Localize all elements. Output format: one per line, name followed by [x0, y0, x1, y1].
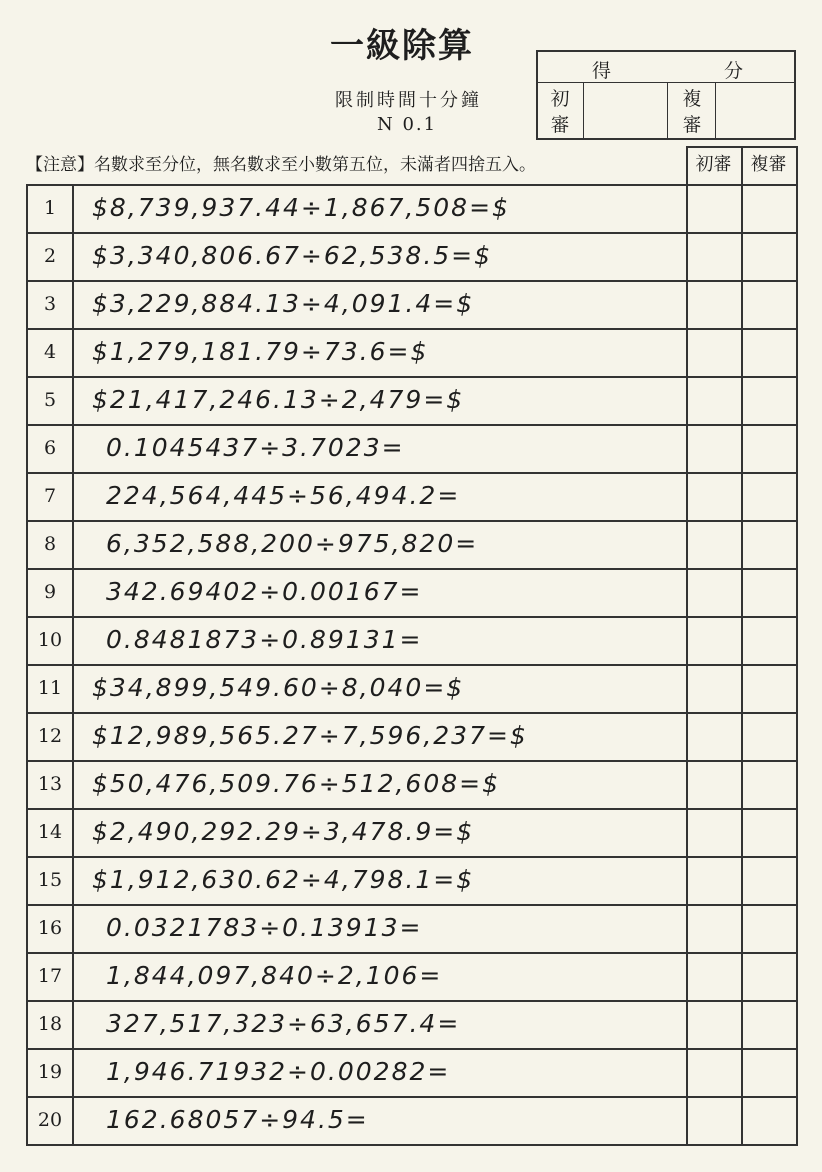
first-check-cell[interactable] [688, 1098, 741, 1143]
problem-expression: $12,989,565.27÷7,596,237=$ [92, 721, 528, 750]
first-check-cell[interactable] [688, 810, 741, 855]
table-row [26, 280, 798, 328]
problem-number: 10 [37, 629, 63, 651]
second-check-cell[interactable] [743, 906, 796, 951]
first-check-cell[interactable] [688, 234, 741, 279]
problem-expression: $3,340,806.67÷62,538.5=$ [92, 241, 493, 270]
table-row [26, 808, 798, 856]
first-check-cell[interactable] [688, 954, 741, 999]
second-check-cell[interactable] [743, 618, 796, 663]
second-check-cell[interactable] [743, 714, 796, 759]
first-check-cell[interactable] [688, 666, 741, 711]
score-label-2: 分 [724, 60, 744, 82]
table-row [26, 952, 798, 1000]
problem-expression: $3,229,884.13÷4,091.4=$ [92, 289, 475, 318]
problem-number: 1 [43, 197, 57, 219]
first-check-label-cell [538, 83, 584, 140]
problem-number: 9 [43, 581, 57, 603]
problem-expression: 327,517,323÷63,657.4= [106, 1009, 461, 1038]
problem-expression: $2,490,292.29÷3,478.9=$ [92, 817, 475, 846]
second-check-cell[interactable] [743, 282, 796, 327]
first-check-cell[interactable] [688, 426, 741, 471]
table-row [26, 712, 798, 760]
problem-expression: $8,739,937.44÷1,867,508=$ [92, 193, 510, 222]
second-check-cell[interactable] [743, 186, 796, 231]
table-row [26, 616, 798, 664]
first-check-cell[interactable] [688, 282, 741, 327]
problem-expression: 0.1045437÷3.7023= [106, 433, 405, 462]
table-row [26, 568, 798, 616]
score-box [536, 50, 796, 140]
first-check-cell[interactable] [688, 474, 741, 519]
problem-expression: 0.8481873÷0.89131= [106, 625, 423, 654]
problem-expression: 6,352,588,200÷975,820= [106, 529, 479, 558]
second-check-cell[interactable] [743, 330, 796, 375]
second-check-cell[interactable] [743, 426, 796, 471]
sheet-number: N 0.1 [377, 114, 438, 135]
second-check-cell[interactable] [743, 858, 796, 903]
problem-expression: $1,912,630.62÷4,798.1=$ [92, 865, 475, 894]
first-check-cell[interactable] [688, 714, 741, 759]
second-check-label-cell [668, 83, 716, 140]
notice-text: 【注意】名數求至分位，無名數求至小數第五位，未滿者四捨五入。 [26, 155, 536, 175]
second-check-cell[interactable] [743, 1050, 796, 1095]
second-check-cell[interactable] [743, 522, 796, 567]
time-limit-label: 限制時間十分鐘 [335, 90, 482, 111]
first-check-cell[interactable] [688, 1002, 741, 1047]
first-check-cell[interactable] [688, 522, 741, 567]
problem-number: 15 [37, 869, 63, 891]
problem-number: 18 [37, 1013, 63, 1035]
problem-number: 4 [43, 341, 57, 363]
problem-number: 2 [43, 245, 57, 267]
second-check-cell[interactable] [743, 234, 796, 279]
first-check-cell[interactable] [688, 858, 741, 903]
problem-number: 6 [43, 437, 57, 459]
problem-number: 16 [37, 917, 63, 939]
first-check-score-cell[interactable] [584, 83, 668, 140]
problem-expression: 342.69402÷0.00167= [106, 577, 423, 606]
second-check-cell[interactable] [743, 666, 796, 711]
table-row [26, 856, 798, 904]
second-check-cell[interactable] [743, 474, 796, 519]
first-check-cell[interactable] [688, 1050, 741, 1095]
first-check-cell[interactable] [688, 330, 741, 375]
first-check-cell[interactable] [688, 186, 741, 231]
problem-number: 3 [43, 293, 57, 315]
first-check-cell[interactable] [688, 618, 741, 663]
second-check-cell[interactable] [743, 762, 796, 807]
problem-expression: 162.68057÷94.5= [106, 1105, 369, 1134]
problem-number: 17 [37, 965, 63, 987]
problem-expression: 0.0321783÷0.13913= [106, 913, 423, 942]
table-row [26, 232, 798, 280]
table-row [26, 1048, 798, 1096]
score-header [538, 52, 794, 83]
problem-expression: $1,279,181.79÷73.6=$ [92, 337, 429, 366]
problem-expression: 1,946.71932÷0.00282= [106, 1057, 451, 1086]
problem-number: 5 [43, 389, 57, 411]
first-check-cell[interactable] [688, 378, 741, 423]
table-row [26, 184, 798, 232]
table-row [26, 424, 798, 472]
second-check-cell[interactable] [743, 810, 796, 855]
problem-number: 7 [43, 485, 57, 507]
score-label-1: 得 [592, 60, 612, 82]
problem-expression: 1,844,097,840÷2,106= [106, 961, 443, 990]
table-row [26, 904, 798, 952]
problem-number: 8 [43, 533, 57, 555]
second-check-cell[interactable] [743, 1098, 796, 1143]
page-title: 一級除算 [330, 26, 474, 66]
second-check-cell[interactable] [743, 378, 796, 423]
first-check-cell[interactable] [688, 570, 741, 615]
second-check-cell[interactable] [743, 1002, 796, 1047]
table-row [26, 1000, 798, 1048]
table-row [26, 472, 798, 520]
table-row [26, 664, 798, 712]
problem-number: 11 [37, 677, 63, 699]
table-row [26, 1096, 798, 1144]
second-check-column-header: 複審 [750, 154, 787, 175]
problem-expression: $34,899,549.60÷8,040=$ [92, 673, 465, 702]
table-row [26, 760, 798, 808]
problem-expression: $21,417,246.13÷2,479=$ [92, 385, 465, 414]
second-check-cell[interactable] [743, 570, 796, 615]
table-row [26, 328, 798, 376]
first-check-cell[interactable] [688, 906, 741, 951]
problem-number: 20 [37, 1109, 63, 1131]
problem-expression: $50,476,509.76÷512,608=$ [92, 769, 500, 798]
second-check-cell[interactable] [743, 954, 796, 999]
table-row [26, 520, 798, 568]
problem-number: 13 [37, 773, 63, 795]
problem-number: 12 [37, 725, 63, 747]
table-row [26, 376, 798, 424]
first-check-cell[interactable] [688, 762, 741, 807]
second-check-label: 複審 [682, 88, 702, 136]
problem-number: 14 [37, 821, 63, 843]
problem-expression: 224,564,445÷56,494.2= [106, 481, 461, 510]
first-check-label: 初審 [550, 88, 570, 136]
problem-number: 19 [37, 1061, 63, 1083]
first-check-column-header: 初審 [695, 154, 732, 175]
